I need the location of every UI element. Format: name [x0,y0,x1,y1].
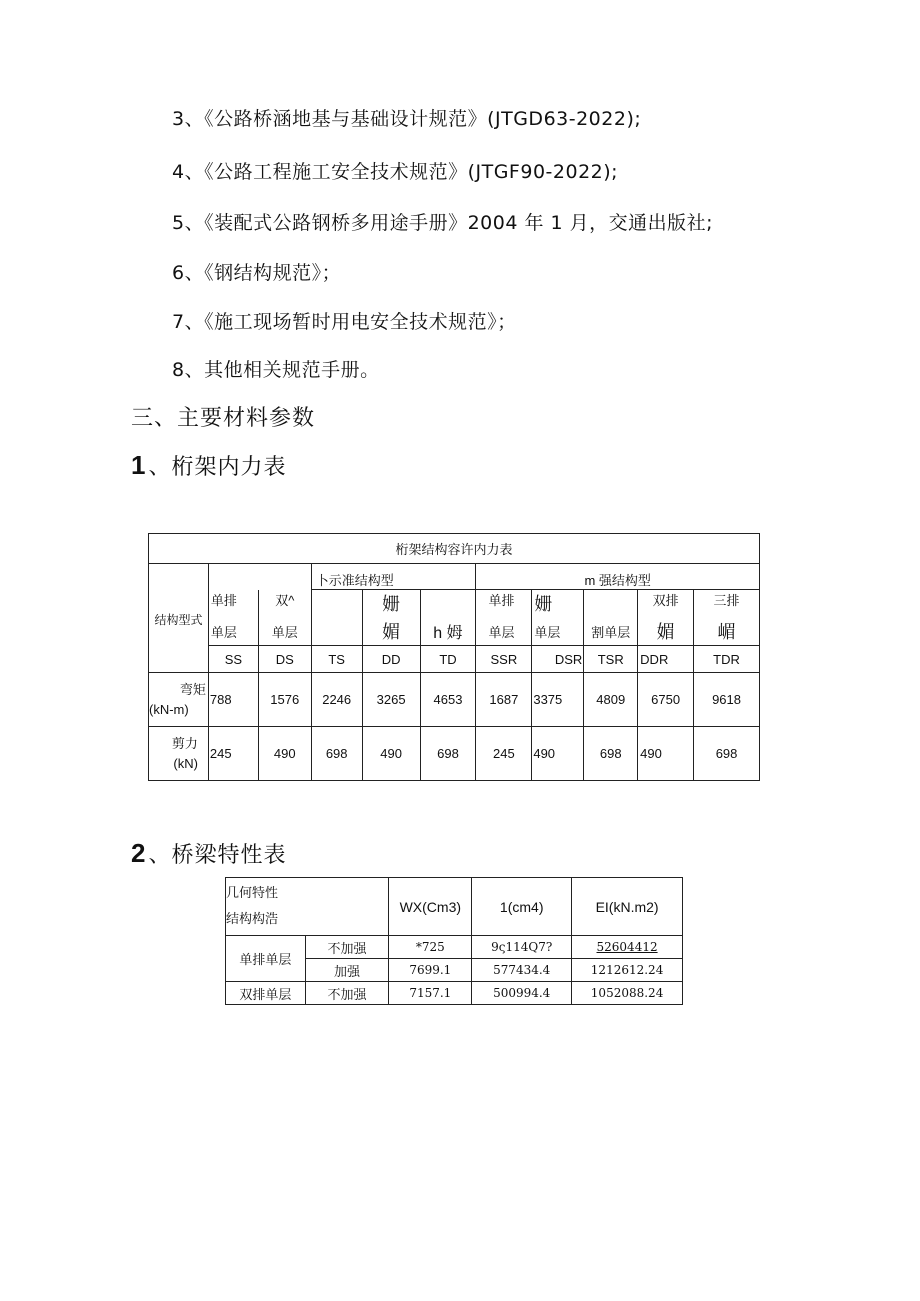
heading-title: 、桥梁特性表 [148,843,287,868]
shear-label: 剪力 (kN) [149,727,209,781]
moment-value: 3265 [362,673,420,727]
moment-value: 2246 [311,673,362,727]
standard-group-header: 卜示准结构型 [311,564,476,590]
wx-value: 7157.1 [389,982,472,1005]
moment-value: 1576 [258,673,311,727]
moment-value: 4653 [420,673,476,727]
bridge-property-heading [131,838,286,869]
shear-value: 490 [638,727,694,781]
truss-force-table: 桁架结构容许内力表 结构型式 卜示准结构型 m 强结构型 单排 双^ 姗 单排 姗 双排 三排 单层 单层 媚 h 姆 单层 单层 割单层 媚 嵋 SS DS TS DD TD SSR DSR TSR DDR TDR 弯矩 (kN-m) 788 1576 2246 3265 4653 1687 3375 4809 6750 9618 剪力 (kN) 245 490 698 490 698 245 490 698 490 698 [148,533,760,781]
code-cell: DDR [638,646,694,673]
row-type: 不加强 [305,982,389,1005]
group-double-row: 双排单层 [226,982,306,1005]
shear-value: 245 [476,727,532,781]
ei-value: 52604412 [572,936,683,959]
heading-number: 1 [131,450,147,480]
code-cell: DD [362,646,420,673]
shear-value: 698 [694,727,760,781]
reference-3: 3、《公路桥涵地基与基础设计规范》(JTGD63-2022); [172,108,642,130]
moment-value: 3375 [532,673,584,727]
reference-4: 4、《公路工程施工安全技术规范》(JTGF90-2022); [172,161,619,183]
column-ei: EI(kN.m2) [572,878,683,936]
reference-6: 6、《钢结构规范》； [172,262,342,284]
column-i: 1(cm4) [472,878,572,936]
moment-value: 788 [208,673,258,727]
reference-5: 5、《装配式公路钢桥多用途手册》2004 年 1 月，交通出版社; [172,212,714,234]
heading-number: 2 [131,838,147,868]
moment-value: 1687 [476,673,532,727]
shear-value: 698 [584,727,638,781]
i-value: 9ς114Q7? [472,936,572,959]
moment-label: 弯矩 (kN-m) [149,673,209,727]
moment-value: 9618 [694,673,760,727]
ei-value: 1052088.24 [572,982,683,1005]
ei-value: 1212612.24 [572,959,683,982]
code-cell: TD [420,646,476,673]
i-value: 577434.4 [472,959,572,982]
shear-value: 490 [532,727,584,781]
section-3-heading: 三、主要材料参数 [131,406,316,431]
code-cell: TDR [694,646,760,673]
truss-force-heading [131,450,286,481]
row-header: 结构型式 [149,564,209,673]
code-cell: TS [311,646,362,673]
wx-value: 7699.1 [389,959,472,982]
bridge-property-table [225,877,683,1005]
column-wx: WX(Cm3) [389,878,472,936]
geometry-header: 几何特性 结构构浩 [226,878,389,936]
code-cell: SS [208,646,258,673]
shear-value: 698 [420,727,476,781]
wx-value: *725 [389,936,472,959]
code-cell: TSR [584,646,638,673]
shear-value: 698 [311,727,362,781]
code-cell: DSR [532,646,584,673]
moment-value: 4809 [584,673,638,727]
shear-value: 245 [208,727,258,781]
code-cell: DS [258,646,311,673]
table-caption: 桁架结构容许内力表 [149,534,760,564]
reference-7: 7、《施工现场暂时用电安全技术规范》； [172,311,517,333]
group-single-row: 单排单层 [226,936,306,982]
moment-value: 6750 [638,673,694,727]
shear-value: 490 [258,727,311,781]
heading-title: 、桁架内力表 [148,455,287,480]
reinforced-group-header: m 强结构型 [476,564,760,590]
row-type: 不加强 [305,936,389,959]
shear-value: 490 [362,727,420,781]
code-cell: SSR [476,646,532,673]
i-value: 500994.4 [472,982,572,1005]
row-type: 加强 [305,959,389,982]
reference-8: 8、其他相关规范手册。 [172,359,380,381]
